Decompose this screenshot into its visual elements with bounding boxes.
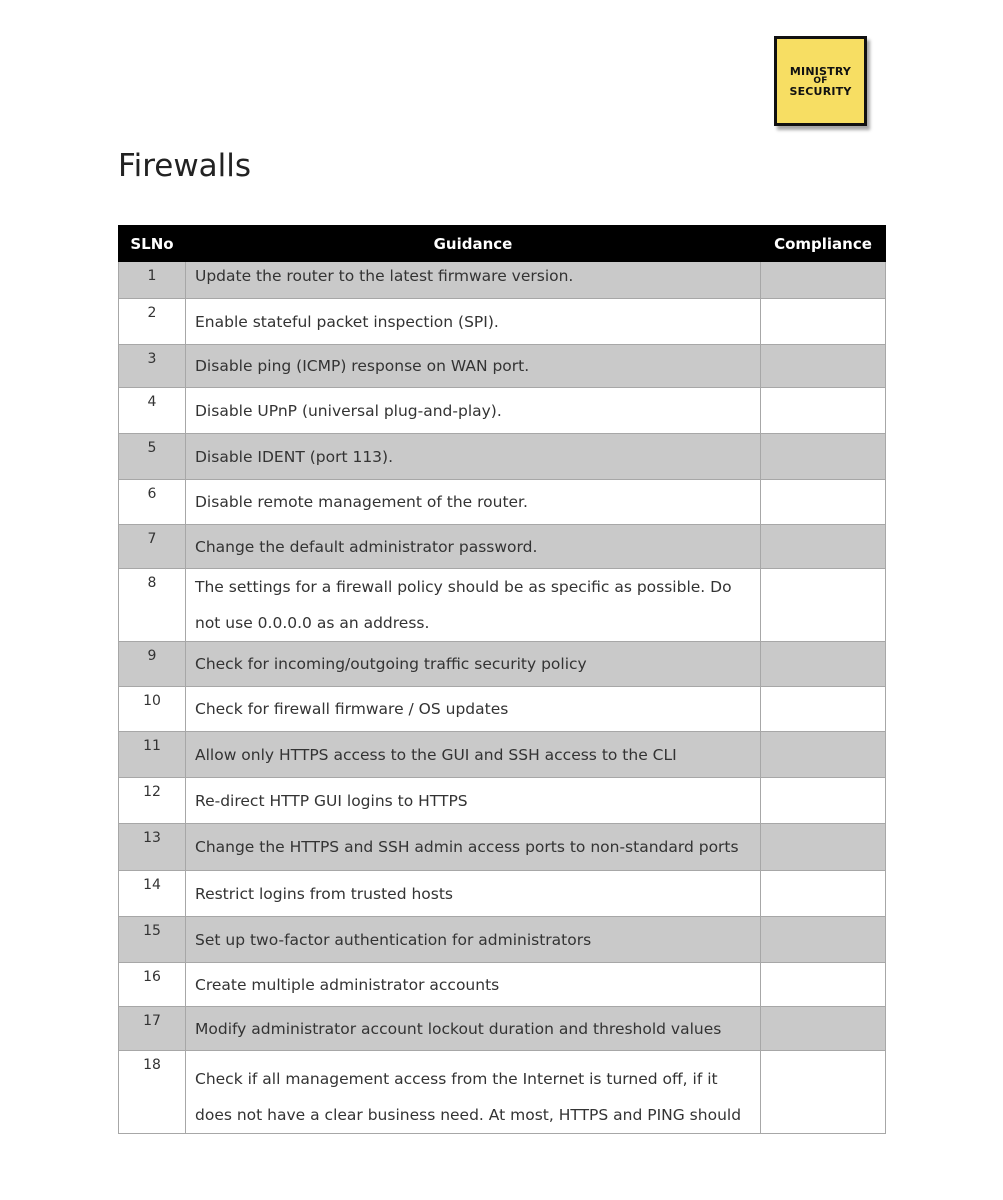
row-number: 2	[119, 299, 186, 345]
row-number: 3	[119, 345, 186, 388]
row-compliance-cell[interactable]	[761, 1051, 886, 1134]
row-guidance: Disable IDENT (port 113).	[186, 434, 761, 480]
page-title: Firewalls	[118, 148, 252, 184]
row-guidance: The settings for a firewall policy should be as specific as possible. Do not use 0.0.0.0 as an address.	[186, 569, 761, 642]
row-guidance: Enable stateful packet inspection (SPI).	[186, 299, 761, 345]
row-number: 5	[119, 434, 186, 480]
row-number: 11	[119, 732, 186, 778]
table-row	[119, 388, 886, 434]
table-row	[119, 642, 886, 687]
row-compliance-cell[interactable]	[761, 642, 886, 687]
row-compliance-cell[interactable]	[761, 824, 886, 871]
table-row	[119, 262, 886, 299]
row-number: 10	[119, 687, 186, 732]
ministry-of-security-logo	[774, 36, 867, 126]
row-compliance-cell[interactable]	[761, 1007, 886, 1051]
row-compliance-cell[interactable]	[761, 262, 886, 299]
table-row	[119, 871, 886, 917]
row-number: 4	[119, 388, 186, 434]
row-compliance-cell[interactable]	[761, 917, 886, 963]
row-guidance: Allow only HTTPS access to the GUI and SSH access to the CLI	[186, 732, 761, 778]
row-guidance: Change the HTTPS and SSH admin access ports to non-standard ports	[186, 824, 761, 871]
row-number: 13	[119, 824, 186, 871]
row-compliance-cell[interactable]	[761, 963, 886, 1007]
guidance-table	[118, 225, 886, 1134]
row-compliance-cell[interactable]	[761, 434, 886, 480]
row-number: 16	[119, 963, 186, 1007]
row-guidance: Re-direct HTTP GUI logins to HTTPS	[186, 778, 761, 824]
table-row	[119, 1051, 886, 1134]
table-row	[119, 963, 886, 1007]
row-number: 18	[119, 1051, 186, 1134]
table-row	[119, 732, 886, 778]
table-row	[119, 917, 886, 963]
table-row	[119, 434, 886, 480]
row-compliance-cell[interactable]	[761, 388, 886, 434]
row-number: 17	[119, 1007, 186, 1051]
logo-line-1: MINISTRY	[789, 64, 852, 78]
row-compliance-cell[interactable]	[761, 778, 886, 824]
row-compliance-cell[interactable]	[761, 569, 886, 642]
logo-line-2: OF	[813, 75, 828, 86]
row-guidance: Set up two-factor authentication for administrators	[186, 917, 761, 963]
table-row	[119, 1007, 886, 1051]
table-header-row	[119, 226, 886, 262]
table-row	[119, 778, 886, 824]
row-number: 12	[119, 778, 186, 824]
header-guidance: Guidance	[186, 226, 761, 262]
table-row	[119, 345, 886, 388]
row-number: 15	[119, 917, 186, 963]
row-compliance-cell[interactable]	[761, 345, 886, 388]
table-row	[119, 687, 886, 732]
row-guidance: Update the router to the latest firmware version.	[186, 262, 761, 299]
row-number: 6	[119, 480, 186, 525]
row-compliance-cell[interactable]	[761, 732, 886, 778]
row-number: 9	[119, 642, 186, 687]
row-compliance-cell[interactable]	[761, 687, 886, 732]
row-number: 8	[119, 569, 186, 642]
row-guidance: Check for firewall firmware / OS updates	[186, 687, 761, 732]
row-guidance: Change the default administrator password.	[186, 525, 761, 569]
table-row	[119, 824, 886, 871]
table-row	[119, 480, 886, 525]
row-compliance-cell[interactable]	[761, 871, 886, 917]
row-guidance: Check if all management access from the Internet is turned off, if it does not have a clear business need. At most, HTTPS and PING should	[186, 1051, 761, 1134]
row-compliance-cell[interactable]	[761, 480, 886, 525]
table-row	[119, 569, 886, 642]
row-guidance: Modify administrator account lockout duration and threshold values	[186, 1007, 761, 1051]
header-compliance: Compliance	[761, 226, 886, 262]
row-guidance: Restrict logins from trusted hosts	[186, 871, 761, 917]
row-number: 14	[119, 871, 186, 917]
logo-line-3: SECURITY	[789, 84, 852, 98]
row-number: 1	[119, 262, 186, 299]
table-row	[119, 525, 886, 569]
row-number: 7	[119, 525, 186, 569]
header-slno: SLNo	[119, 226, 186, 262]
row-guidance: Disable ping (ICMP) response on WAN port.	[186, 345, 761, 388]
row-compliance-cell[interactable]	[761, 299, 886, 345]
row-guidance: Disable UPnP (universal plug-and-play).	[186, 388, 761, 434]
row-guidance: Disable remote management of the router.	[186, 480, 761, 525]
table-row	[119, 299, 886, 345]
row-guidance: Create multiple administrator accounts	[186, 963, 761, 1007]
row-guidance: Check for incoming/outgoing traffic security policy	[186, 642, 761, 687]
row-compliance-cell[interactable]	[761, 525, 886, 569]
